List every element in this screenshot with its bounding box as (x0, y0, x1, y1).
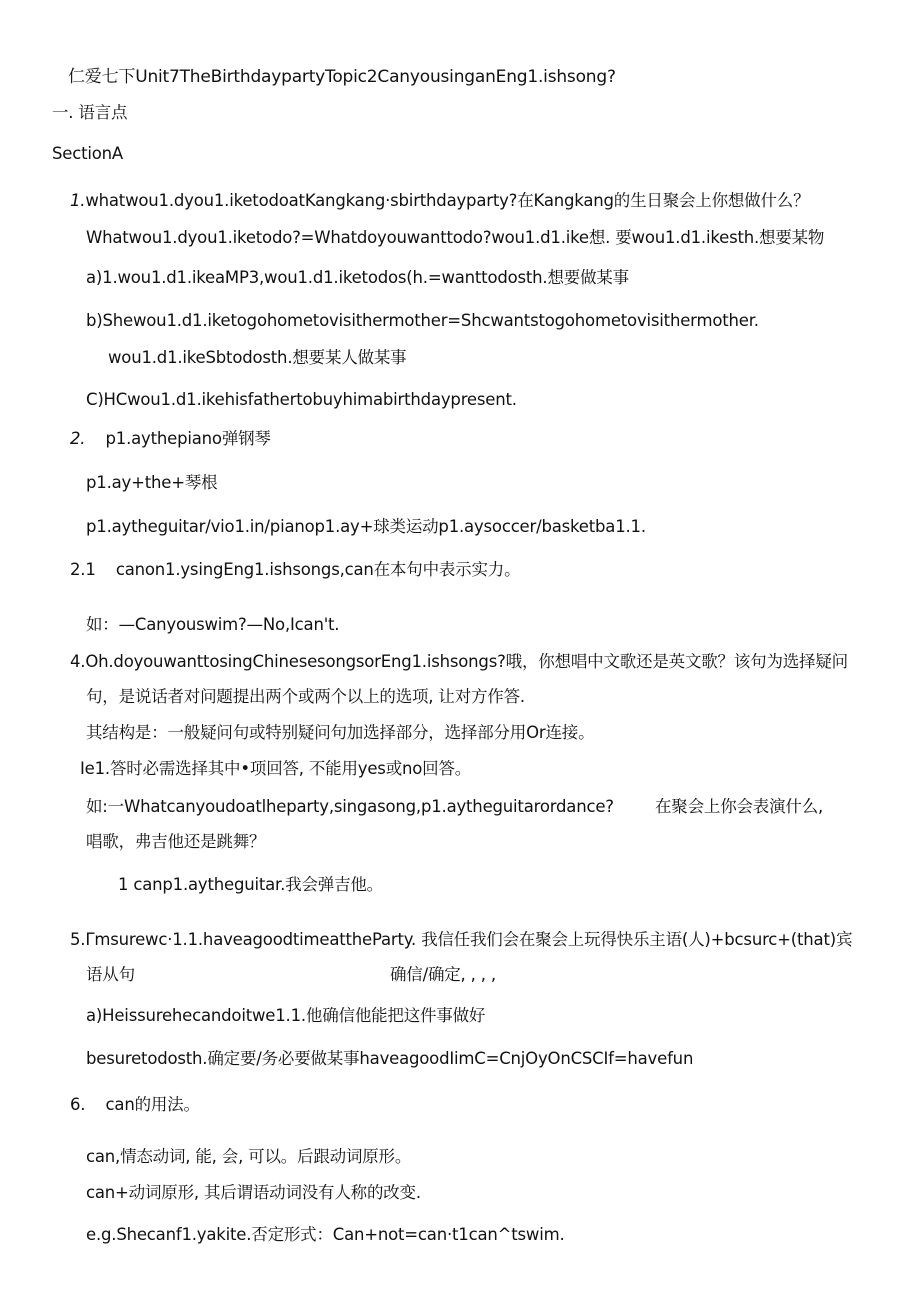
item-2-sub-2: p1.aytheguitar/vio1.in/pianop1.ay+球类运动p1.aysoccer/basketba1.1. (86, 517, 646, 536)
item-4-line-4: Ie1.答时必需选择其中•项回答, 不能用yes或no回答。 (80, 759, 472, 778)
item-5-line-2a: 语从句 (86, 965, 135, 984)
item-5-example-a: a)Heissurehecandoitwe1.1.他确信他能把这件事做好 (86, 1006, 486, 1025)
item-4-line-6: 唱歌，弗吉他还是跳舞？ (86, 832, 266, 851)
item-4-line-1: 4.Oh.doyouwanttosingChinesesongsorEng1.ishsongs?哦，你想唱中文歌还是英文歌？该句为选择疑问 (70, 652, 848, 671)
item-4-answer: 1 canp1.aytheguitar.我会弹吉他。 (118, 875, 383, 894)
item-5-line-1: 5.Γmsurewc·1.1.haveagoodtimeattheParty. 我信任我们会在聚会上玩得快乐主语(人)+bcsurc+(that)宾 (70, 930, 853, 949)
item-6-sub-1: can,情态动词, 能, 会, 可以。后跟动词原形。 (86, 1147, 412, 1166)
item-1-example-b2: wou1.d1.ikeSbtodosth.想要某人做某事 (108, 348, 407, 367)
item-6-number: 6. (70, 1095, 86, 1114)
item-6-sub-3: e.g.Shecanf1.yakite.否定形式：Can+not=can·t1can^tswim. (86, 1225, 565, 1244)
item-2-text: p1.aythepiano弹钢琴 (105, 429, 271, 448)
item-1-example-b: b)Shewou1.d1.iketogohometovisithermother=Shcwantstogohometovisithermother. (86, 311, 759, 330)
item-1-example-a: a)1.wou1.d1.ikeaMP3,wou1.d1.iketodos(h.=wanttodosth.想要做某事 (86, 268, 629, 287)
section-label: SectionA (52, 144, 123, 163)
item-3-number: 2.1 (70, 560, 96, 579)
item-1-sub: Whatwou1.dyou1.iketodo?=Whatdoyouwanttodo?wou1.d1.ike想. 要wou1.d1.ikesth.想要某物 (86, 228, 825, 247)
item-5-line-2b: 确信/确定, , , , (390, 965, 496, 984)
item-4-example-translation: 在聚会上你会表演什么, (655, 797, 824, 816)
item-4-line-3: 其结构是：一般疑问句或特别疑问句加选择部分，选择部分用Or连接。 (86, 723, 595, 742)
item-2-sub-1: p1.ay+the+琴根 (86, 473, 218, 492)
item-1 (70, 190, 809, 212)
item-6-sub-2: can+动词原形, 其后谓语动词没有人称的改变. (86, 1183, 421, 1202)
item-1-number: 1. (70, 191, 86, 210)
item-3-text: canon1.ysingEng1.ishsongs,can在本句中表示实力。 (115, 560, 521, 579)
item-4-line-2: 句，是说话者对问题提出两个或两个以上的选项, 让对方作答. (86, 687, 525, 706)
item-6 (70, 1094, 200, 1116)
item-6-text: can的用法。 (105, 1095, 200, 1114)
item-3 (70, 559, 520, 581)
item-2-number: 2. (70, 429, 86, 448)
section-heading: 一. 语言点 (52, 103, 128, 122)
item-3-example: 如：—Canyouswim?—No,Ican't. (86, 615, 340, 634)
item-4-example: 如:一Whatcanyoudoatlheparty,singasong,p1.aytheguitarordance? (86, 797, 614, 816)
item-2 (70, 428, 271, 450)
item-1-text: whatwou1.dyou1.iketodoatKangkang·sbirthdayparty?在Kangkang的生日聚会上你想做什么？ (85, 191, 810, 210)
page-title: 仁爱七下Unit7TheBirthdaypartyTopic2CanyousinganEng1.ishsong? (68, 67, 616, 87)
item-5-example-b: besuretodosth.确定要/务必要做某事haveagoodIimC=CnjOyOnCSCIf=havefun (86, 1049, 694, 1068)
item-1-example-c: C)HCwou1.d1.ikehisfathertobuyhimabirthdaypresent. (86, 390, 517, 409)
